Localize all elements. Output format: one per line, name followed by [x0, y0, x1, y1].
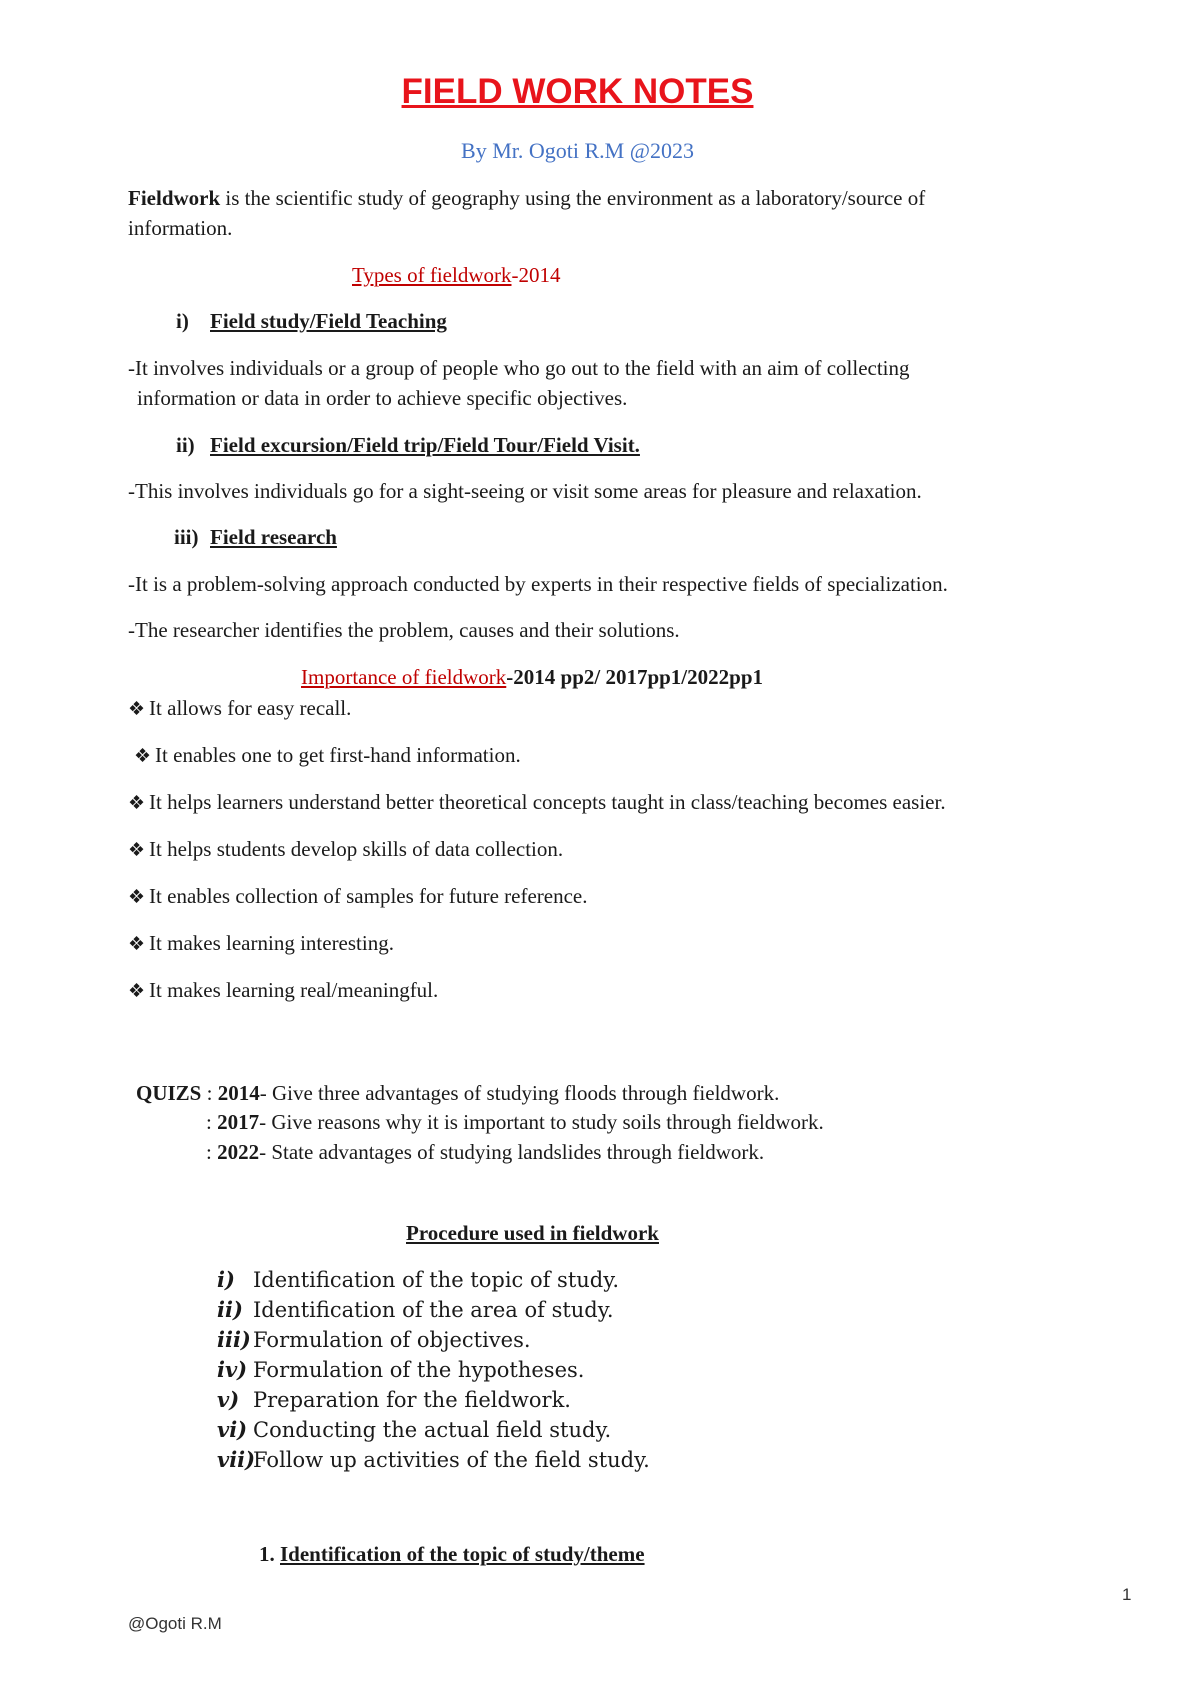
bullet-diamond-icon: ❖	[128, 840, 146, 861]
importance-item	[134, 740, 521, 772]
procedure-item-num: vii)	[217, 1447, 256, 1472]
type-item-3-num: iii)	[174, 525, 199, 549]
type-item-2-title-text: Field excursion/Field trip/Field Tour/Field Visit.	[210, 433, 640, 457]
type-item-2-line-1: -This involves individuals go for a sight-seeing or visit some areas for pleasure and relaxation.	[128, 479, 922, 503]
bullet-diamond-icon: ❖	[128, 887, 146, 908]
type-item-3-title-text: Field research	[210, 525, 337, 549]
section-1-heading	[259, 1539, 645, 1569]
type-item-2-title	[176, 430, 640, 460]
importance-item	[128, 881, 588, 913]
quiz-label: QUIZS	[136, 1081, 202, 1105]
type-item-1-line-1: -It involves individuals or a group of people who go out to the field with an aim of collecting	[128, 356, 910, 380]
definition-line-2: information.	[128, 216, 233, 240]
procedure-item-text: Preparation for the fieldwork.	[253, 1388, 571, 1412]
types-heading-text: Types of fieldwork	[352, 263, 512, 287]
type-item-3-line-1: -It is a problem-solving approach conducted by experts in their respective fields of specialization.	[128, 572, 948, 596]
type-item-2-num: ii)	[176, 433, 195, 457]
importance-item-text: It allows for easy recall.	[149, 696, 352, 720]
type-item-1-title	[176, 306, 447, 336]
procedure-item-num: vi)	[217, 1417, 248, 1442]
type-item-3-title	[174, 522, 337, 552]
procedure-item	[217, 1325, 531, 1355]
procedure-item-num: iv)	[217, 1357, 248, 1382]
definition-term: Fieldwork	[128, 186, 221, 210]
importance-item	[128, 975, 438, 1007]
type-item-1-num: i)	[176, 309, 189, 333]
procedure-item-text: Formulation of objectives.	[253, 1328, 531, 1352]
procedure-item	[217, 1445, 650, 1475]
bullet-diamond-icon: ❖	[128, 934, 146, 955]
procedure-item-num: i)	[217, 1267, 235, 1292]
procedure-item-num: ii)	[217, 1297, 243, 1322]
bullet-diamond-icon: ❖	[128, 793, 146, 814]
bullet-diamond-icon: ❖	[134, 746, 152, 767]
procedure-item	[217, 1415, 611, 1445]
quiz-row-3: : 2022- State advantages of studying landslides through fieldwork.	[206, 1140, 765, 1164]
quiz-text: - State advantages of studying landslides through fieldwork.	[259, 1140, 765, 1164]
importance-item-text: It enables collection of samples for future reference.	[149, 884, 588, 908]
footer-author: @Ogoti R.M	[128, 1614, 222, 1633]
quiz-year: 2014	[217, 1081, 260, 1105]
procedure-item-text: Follow up activities of the field study.	[253, 1448, 650, 1472]
definition-text: is the scientific study of geography using the environment as a laboratory/source of	[220, 186, 926, 210]
procedure-item-text: Identification of the topic of study.	[253, 1268, 619, 1292]
quiz-text: - Give reasons why it is important to study soils through fieldwork.	[259, 1110, 824, 1134]
bullet-diamond-icon: ❖	[128, 981, 146, 1002]
procedure-heading: Procedure used in fieldwork	[406, 1221, 659, 1245]
importance-heading-suffix: -2014 pp2/ 2017pp1/2022pp1	[506, 665, 764, 689]
procedure-item-text: Identification of the area of study.	[253, 1298, 614, 1322]
type-item-1-line-2: information or data in order to achieve specific objectives.	[137, 386, 628, 410]
importance-item-text: It makes learning real/meaningful.	[149, 978, 439, 1002]
bullet-diamond-icon: ❖	[128, 699, 146, 720]
procedure-item-num: v)	[217, 1387, 240, 1412]
procedure-item-text: Formulation of the hypotheses.	[253, 1358, 585, 1382]
importance-heading-text: Importance of fieldwork	[301, 665, 507, 689]
importance-item-text: It helps students develop skills of data collection.	[149, 837, 564, 861]
quiz-year: 2022	[217, 1140, 260, 1164]
types-heading-suffix: -2014	[511, 263, 561, 287]
importance-heading	[301, 662, 763, 692]
quiz-text: - Give three advantages of studying floods through fieldwork.	[259, 1081, 780, 1105]
importance-item	[128, 787, 946, 819]
byline: By Mr. Ogoti R.M @2023	[461, 138, 694, 163]
quiz-row-1: QUIZS : 2014- Give three advantages of studying floods through fieldwork.	[136, 1081, 780, 1105]
section-1-title: Identification of the topic of study/theme	[280, 1542, 645, 1566]
procedure-item-text: Conducting the actual field study.	[253, 1418, 612, 1442]
importance-item	[128, 693, 351, 725]
importance-item-text: It enables one to get first-hand information.	[155, 743, 521, 767]
page-number: 1	[1122, 1585, 1132, 1604]
importance-item-text: It helps learners understand better theoretical concepts taught in class/teaching becomes easier.	[149, 790, 946, 814]
procedure-item	[217, 1385, 571, 1415]
section-1-num: 1.	[259, 1542, 275, 1566]
procedure-item	[217, 1355, 584, 1385]
importance-item-text: It makes learning interesting.	[149, 931, 394, 955]
definition-line-1	[128, 183, 925, 213]
quiz-row-2: : 2017- Give reasons why it is important to study soils through fieldwork.	[206, 1110, 824, 1134]
procedure-item-num: iii)	[217, 1327, 251, 1352]
importance-item	[128, 834, 563, 866]
procedure-item	[217, 1295, 614, 1325]
type-item-1-title-text: Field study/Field Teaching	[210, 309, 447, 333]
types-heading	[352, 260, 561, 290]
importance-item	[128, 928, 394, 960]
quiz-year: 2017	[217, 1110, 260, 1134]
type-item-3-line-2: -The researcher identifies the problem, causes and their solutions.	[128, 618, 680, 642]
procedure-item	[217, 1265, 619, 1295]
page-title: FIELD WORK NOTES	[401, 72, 754, 111]
